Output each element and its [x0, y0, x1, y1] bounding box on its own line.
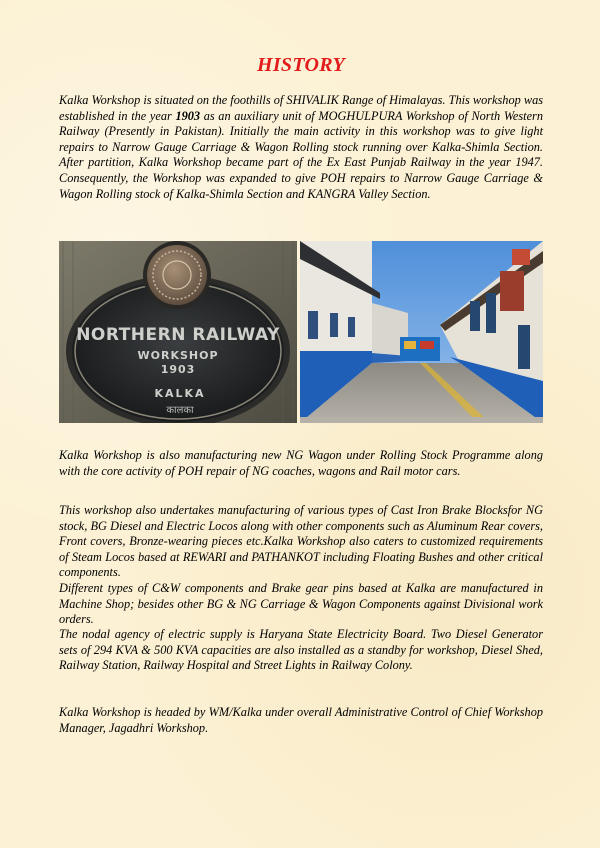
page-title: HISTORY — [256, 54, 346, 76]
photo-strip — [59, 241, 543, 423]
plaque-text-hindi: कालका — [166, 405, 194, 416]
history-text-1: Kalka Workshop is situated on the foothills of SHIVALIK Range of Himalayas. This workshop was established in the year — [59, 93, 543, 123]
paragraph-administration: Kalka Workshop is headed by WM/Kalka under overall Administrative Control of Chief Workshop Manager, Jagadhri Workshop. — [59, 705, 543, 735]
plaque-illustration — [59, 241, 297, 423]
paragraph-components: This workshop also undertakes manufacturing of various types of Cast Iron Brake Blocksfor NG stock, BG Diesel and Electric Locos along with other components such as Aluminum Rear covers, Front covers, Bronze-wearing pieces etc.Kalka Workshop also caters to customized requirements of Steam Locos based at REWARI and PATHANKOT including Floating Bushes and other critical components. — [59, 503, 543, 580]
plaque-text-kalka: KALKA — [154, 387, 206, 400]
established-year: 1903 — [175, 108, 201, 123]
plaque-photo — [59, 241, 297, 423]
workshop-street-illustration — [300, 241, 543, 423]
plaque-text-year: 1903 — [160, 363, 196, 376]
workshop-street-photo — [300, 241, 543, 423]
paragraph-history — [59, 93, 543, 202]
paragraph-manufacturing: Kalka Workshop is also manufacturing new NG Wagon under Rolling Stock Programme along with the core activity of POH repair of NG coaches, wagons and Rail motor cars. — [59, 448, 543, 478]
plaque-text-workshop: WORKSHOP — [137, 349, 219, 362]
plaque-text-northern-railway: NORTHERN RAILWAY — [76, 325, 280, 345]
paragraph-electric-supply: The nodal agency of electric supply is Haryana State Electricity Board. Two Diesel Generator sets of 294 KVA & 500 KVA capacities are also installed as a standby for workshop, Diesel Shed, Railway Station, Railway Hospital and Street Lights in Railway Colony. — [59, 627, 543, 673]
paragraph-machine-shop: Different types of C&W components and Brake gear pins based at Kalka are manufactured in Machine Shop; besides other BG & NG Carriage & Wagon Components against Divisional work orders. — [59, 581, 543, 627]
history-text-2: as an auxiliary unit of MOGHULPURA Workshop of North Western Railway (Presently in Pakistan). Initially the main activity in this workshop was to give light repairs to Narrow Gauge Carriage & Wagon Rolling stock running over Kalka-Shimla Section. After partition, Kalka Workshop became part of the Ex East Punjab Railway in the year 1947. Consequently, the Workshop was expanded to give POH repairs to Narrow Gauge Carriage & Wagon Rolling stock of Kalka-Shimla Section and KANGRA Valley Section. — [59, 108, 543, 201]
